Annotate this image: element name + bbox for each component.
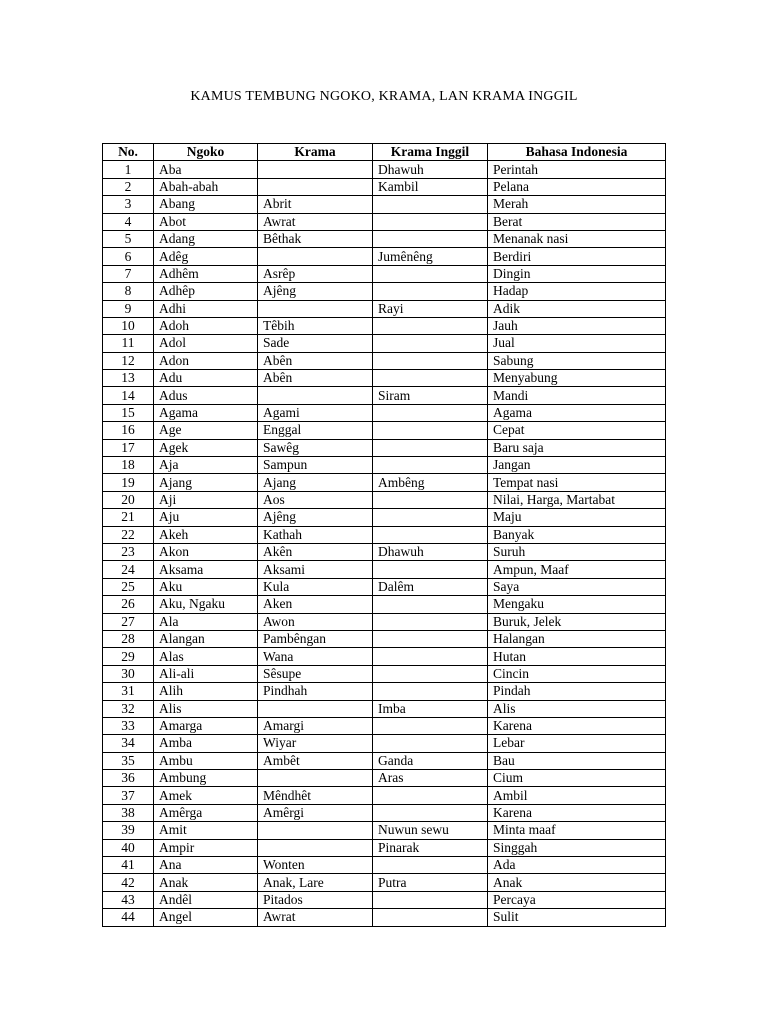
cell-bahasa-indonesia: Pelana [488,178,666,195]
cell-bahasa-indonesia: Tempat nasi [488,474,666,491]
table-row [103,457,666,474]
cell-krama: Pindhah [258,683,373,700]
cell-ngoko: Ali-ali [154,665,258,682]
cell-ngoko: Ana [154,857,258,874]
cell-krama: Aksami [258,561,373,578]
cell-krama: Sade [258,335,373,352]
cell-ngoko: Adhi [154,300,258,317]
cell-bahasa-indonesia: Saya [488,578,666,595]
cell-ngoko: Adon [154,352,258,369]
cell-no: 11 [103,335,154,352]
cell-bahasa-indonesia: Cium [488,770,666,787]
table-row [103,700,666,717]
cell-bahasa-indonesia: Mandi [488,387,666,404]
table-row [103,439,666,456]
cell-no: 6 [103,248,154,265]
cell-krama: Aos [258,491,373,508]
cell-ngoko: Amit [154,822,258,839]
cell-ngoko: Aju [154,509,258,526]
cell-no: 39 [103,822,154,839]
cell-krama: Sampun [258,457,373,474]
cell-krama-inggil [373,317,488,334]
cell-bahasa-indonesia: Cepat [488,422,666,439]
cell-krama: Anak, Lare [258,874,373,891]
cell-ngoko: Ambung [154,770,258,787]
dictionary-table [102,143,666,927]
cell-krama-inggil [373,422,488,439]
table-row [103,822,666,839]
cell-ngoko: Aku [154,578,258,595]
cell-krama [258,300,373,317]
cell-krama-inggil [373,491,488,508]
cell-bahasa-indonesia: Pindah [488,683,666,700]
cell-ngoko: Adus [154,387,258,404]
cell-krama: Bêthak [258,230,373,247]
cell-no: 42 [103,874,154,891]
cell-ngoko: Aba [154,161,258,178]
cell-bahasa-indonesia: Hadap [488,283,666,300]
table-row [103,752,666,769]
cell-no: 21 [103,509,154,526]
cell-krama: Amargi [258,717,373,734]
cell-krama-inggil [373,457,488,474]
cell-no: 5 [103,230,154,247]
table-row [103,770,666,787]
cell-krama-inggil [373,561,488,578]
cell-krama: Awrat [258,213,373,230]
table-row [103,874,666,891]
table-row [103,352,666,369]
cell-bahasa-indonesia: Halangan [488,630,666,647]
cell-no: 10 [103,317,154,334]
cell-krama: Abên [258,352,373,369]
cell-no: 32 [103,700,154,717]
table-row [103,857,666,874]
cell-krama-inggil [373,665,488,682]
cell-no: 28 [103,630,154,647]
cell-no: 23 [103,543,154,560]
page-title: KAMUS TEMBUNG NGOKO, KRAMA, LAN KRAMA INGGIL [190,89,578,104]
cell-bahasa-indonesia: Singgah [488,839,666,856]
cell-krama-inggil: Ganda [373,752,488,769]
cell-ngoko: Amba [154,735,258,752]
cell-bahasa-indonesia: Buruk, Jelek [488,613,666,630]
cell-ngoko: Agek [154,439,258,456]
cell-krama: Mêndhêt [258,787,373,804]
cell-krama-inggil [373,857,488,874]
cell-krama: Kula [258,578,373,595]
cell-bahasa-indonesia: Berdiri [488,248,666,265]
cell-no: 18 [103,457,154,474]
cell-no: 2 [103,178,154,195]
cell-krama [258,770,373,787]
header-krama: Krama [258,144,373,161]
table-row [103,630,666,647]
cell-bahasa-indonesia: Karena [488,804,666,821]
cell-ngoko: Adu [154,370,258,387]
cell-no: 38 [103,804,154,821]
header-ngoko: Ngoko [154,144,258,161]
cell-ngoko: Andêl [154,891,258,908]
cell-krama-inggil [373,213,488,230]
cell-ngoko: Agama [154,404,258,421]
cell-krama: Ambêt [258,752,373,769]
cell-no: 43 [103,891,154,908]
cell-krama-inggil [373,230,488,247]
cell-ngoko: Anak [154,874,258,891]
cell-no: 26 [103,596,154,613]
cell-bahasa-indonesia: Jauh [488,317,666,334]
table-row [103,787,666,804]
cell-ngoko: Adhêp [154,283,258,300]
cell-bahasa-indonesia: Banyak [488,526,666,543]
cell-krama: Ajang [258,474,373,491]
cell-bahasa-indonesia: Lebar [488,735,666,752]
cell-ngoko: Alas [154,648,258,665]
cell-bahasa-indonesia: Minta maaf [488,822,666,839]
table-row [103,404,666,421]
cell-bahasa-indonesia: Ada [488,857,666,874]
cell-no: 1 [103,161,154,178]
cell-ngoko: Aksama [154,561,258,578]
cell-krama: Enggal [258,422,373,439]
cell-no: 13 [103,370,154,387]
cell-no: 31 [103,683,154,700]
cell-krama-inggil: Siram [373,387,488,404]
table-row [103,335,666,352]
cell-krama: Kathah [258,526,373,543]
cell-krama-inggil [373,613,488,630]
cell-no: 24 [103,561,154,578]
cell-krama: Têbih [258,317,373,334]
cell-bahasa-indonesia: Menyabung [488,370,666,387]
table-row [103,613,666,630]
cell-krama: Pitados [258,891,373,908]
cell-krama-inggil [373,283,488,300]
table-row [103,735,666,752]
table-row [103,213,666,230]
cell-krama: Ajêng [258,283,373,300]
cell-no: 15 [103,404,154,421]
cell-krama [258,161,373,178]
table-row [103,178,666,195]
table-row [103,230,666,247]
cell-krama-inggil: Aras [373,770,488,787]
table-row [103,839,666,856]
cell-krama-inggil: Rayi [373,300,488,317]
table-row [103,161,666,178]
cell-krama [258,700,373,717]
cell-bahasa-indonesia: Baru saja [488,439,666,456]
cell-no: 16 [103,422,154,439]
table-row [103,804,666,821]
cell-bahasa-indonesia: Maju [488,509,666,526]
cell-krama [258,387,373,404]
cell-ngoko: Aji [154,491,258,508]
cell-krama: Asrêp [258,265,373,282]
cell-no: 25 [103,578,154,595]
cell-bahasa-indonesia: Berat [488,213,666,230]
cell-no: 3 [103,196,154,213]
cell-no: 37 [103,787,154,804]
cell-krama-inggil [373,648,488,665]
cell-krama: Wonten [258,857,373,874]
cell-krama: Sêsupe [258,665,373,682]
cell-ngoko: Age [154,422,258,439]
cell-ngoko: Adêg [154,248,258,265]
cell-krama: Agami [258,404,373,421]
cell-bahasa-indonesia: Menanak nasi [488,230,666,247]
cell-no: 34 [103,735,154,752]
cell-ngoko: Aku, Ngaku [154,596,258,613]
cell-krama-inggil [373,683,488,700]
cell-krama: Wiyar [258,735,373,752]
cell-krama: Awon [258,613,373,630]
cell-bahasa-indonesia: Mengaku [488,596,666,613]
cell-krama-inggil [373,370,488,387]
table-row [103,317,666,334]
cell-krama-inggil: Pinarak [373,839,488,856]
cell-krama-inggil [373,596,488,613]
cell-no: 8 [103,283,154,300]
table-row [103,509,666,526]
cell-bahasa-indonesia: Anak [488,874,666,891]
cell-krama [258,839,373,856]
cell-no: 41 [103,857,154,874]
cell-no: 4 [103,213,154,230]
cell-ngoko: Abot [154,213,258,230]
cell-krama-inggil [373,352,488,369]
cell-bahasa-indonesia: Hutan [488,648,666,665]
table-row [103,283,666,300]
cell-bahasa-indonesia: Jual [488,335,666,352]
cell-no: 17 [103,439,154,456]
cell-no: 27 [103,613,154,630]
cell-krama-inggil [373,717,488,734]
cell-no: 7 [103,265,154,282]
cell-ngoko: Alis [154,700,258,717]
cell-krama: Abên [258,370,373,387]
header-krama-inggil: Krama Inggil [373,144,488,161]
cell-bahasa-indonesia: Cincin [488,665,666,682]
cell-bahasa-indonesia: Alis [488,700,666,717]
table-row [103,248,666,265]
cell-no: 30 [103,665,154,682]
cell-ngoko: Amêrga [154,804,258,821]
cell-krama-inggil [373,509,488,526]
cell-no: 40 [103,839,154,856]
cell-krama-inggil: Dhawuh [373,161,488,178]
table-row [103,543,666,560]
cell-no: 29 [103,648,154,665]
cell-krama-inggil: Nuwun sewu [373,822,488,839]
cell-krama [258,248,373,265]
cell-krama: Wana [258,648,373,665]
cell-krama-inggil: Putra [373,874,488,891]
cell-krama-inggil [373,404,488,421]
cell-krama-inggil [373,787,488,804]
cell-no: 20 [103,491,154,508]
table-row [103,526,666,543]
header-bahasa-indonesia: Bahasa Indonesia [488,144,666,161]
cell-krama-inggil [373,335,488,352]
table-row [103,561,666,578]
cell-krama-inggil: Kambil [373,178,488,195]
table-row [103,265,666,282]
cell-krama: Abrit [258,196,373,213]
cell-krama-inggil: Imba [373,700,488,717]
table-row [103,422,666,439]
cell-no: 44 [103,909,154,926]
cell-ngoko: Adoh [154,317,258,334]
cell-bahasa-indonesia: Agama [488,404,666,421]
cell-bahasa-indonesia: Ampun, Maaf [488,561,666,578]
cell-krama-inggil: Dhawuh [373,543,488,560]
table-row [103,474,666,491]
table-row [103,648,666,665]
cell-ngoko: Ambu [154,752,258,769]
cell-no: 22 [103,526,154,543]
cell-krama-inggil [373,909,488,926]
table-row [103,370,666,387]
cell-bahasa-indonesia: Karena [488,717,666,734]
cell-bahasa-indonesia: Perintah [488,161,666,178]
cell-no: 33 [103,717,154,734]
cell-bahasa-indonesia: Dingin [488,265,666,282]
table-row [103,596,666,613]
cell-krama-inggil [373,735,488,752]
cell-ngoko: Akeh [154,526,258,543]
cell-ngoko: Abah-abah [154,178,258,195]
cell-no: 35 [103,752,154,769]
table-body [103,161,666,926]
cell-krama-inggil [373,630,488,647]
cell-no: 12 [103,352,154,369]
cell-ngoko: Alangan [154,630,258,647]
cell-krama-inggil: Ambêng [373,474,488,491]
cell-ngoko: Angel [154,909,258,926]
table-row [103,300,666,317]
cell-ngoko: Aja [154,457,258,474]
cell-no: 36 [103,770,154,787]
table-row [103,387,666,404]
cell-krama: Sawêg [258,439,373,456]
cell-krama-inggil [373,526,488,543]
cell-krama: Pambêngan [258,630,373,647]
table-row [103,665,666,682]
cell-krama [258,178,373,195]
cell-krama-inggil [373,891,488,908]
cell-krama-inggil [373,804,488,821]
cell-bahasa-indonesia: Sulit [488,909,666,926]
cell-krama: Akên [258,543,373,560]
cell-bahasa-indonesia: Adik [488,300,666,317]
cell-bahasa-indonesia: Sabung [488,352,666,369]
cell-bahasa-indonesia: Merah [488,196,666,213]
cell-ngoko: Amarga [154,717,258,734]
cell-ngoko: Adol [154,335,258,352]
cell-ngoko: Ala [154,613,258,630]
table-header-row [103,144,666,161]
table-row [103,491,666,508]
cell-krama-inggil [373,439,488,456]
cell-no: 9 [103,300,154,317]
table-row [103,891,666,908]
cell-bahasa-indonesia: Bau [488,752,666,769]
cell-ngoko: Abang [154,196,258,213]
cell-bahasa-indonesia: Jangan [488,457,666,474]
cell-krama-inggil: Jumênêng [373,248,488,265]
cell-ngoko: Alih [154,683,258,700]
cell-krama: Awrat [258,909,373,926]
cell-ngoko: Ampir [154,839,258,856]
cell-krama-inggil [373,196,488,213]
cell-bahasa-indonesia: Nilai, Harga, Martabat [488,491,666,508]
cell-ngoko: Ajang [154,474,258,491]
cell-ngoko: Akon [154,543,258,560]
cell-ngoko: Adhêm [154,265,258,282]
cell-ngoko: Adang [154,230,258,247]
cell-krama-inggil: Dalêm [373,578,488,595]
cell-krama [258,822,373,839]
table-row [103,578,666,595]
cell-krama: Amêrgi [258,804,373,821]
table-row [103,909,666,926]
cell-no: 19 [103,474,154,491]
table-row [103,683,666,700]
table-row [103,717,666,734]
cell-krama: Ajêng [258,509,373,526]
header-no: No. [103,144,154,161]
cell-bahasa-indonesia: Ambil [488,787,666,804]
cell-no: 14 [103,387,154,404]
table-row [103,196,666,213]
cell-bahasa-indonesia: Suruh [488,543,666,560]
cell-ngoko: Amek [154,787,258,804]
cell-krama: Aken [258,596,373,613]
cell-bahasa-indonesia: Percaya [488,891,666,908]
cell-krama-inggil [373,265,488,282]
